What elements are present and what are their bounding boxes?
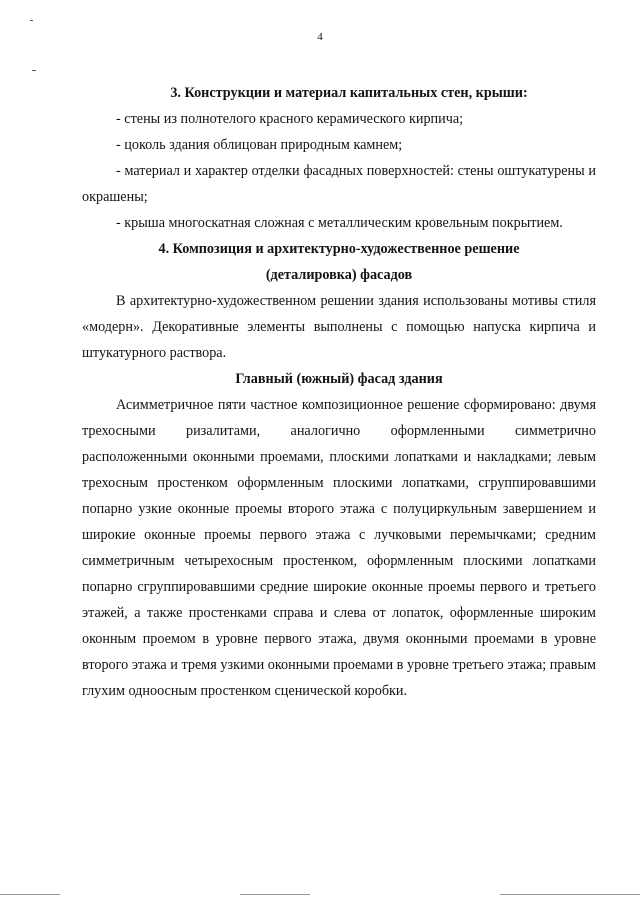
document-body (82, 80, 596, 704)
section-3-item-3: - материал и характер отделки фасадных поверхностей: стены оштукатурены и окрашены; (82, 163, 596, 205)
section-4-title-line-1: 4. Композиция и архитектурно-художественное решение (158, 241, 520, 257)
section-3-item-4: - крыша многоскатная сложная с металлическим кровельным покрытием. (116, 215, 563, 231)
section-4-title-line-2: (деталировка) фасадов (265, 267, 413, 283)
scan-bottom-line-center (240, 894, 310, 895)
section-3-item-2: - цоколь здания облицован природным камнем; (116, 137, 403, 153)
section-4-intro-paragraph: В архитектурно-художественном решении здания использованы мотивы стиля «модерн». Декоративные элементы выполнены с помощью напуска кирпича и штукатурного раствора. (82, 293, 596, 361)
facade-subheading: Главный (южный) фасад здания (235, 371, 443, 387)
page-number: 4 (317, 31, 323, 43)
scan-bottom-line-left (0, 894, 60, 895)
section-3-title: 3. Конструкции и материал капитальных стен, крыши: (170, 85, 528, 101)
section-3-item-1: - стены из полнотелого красного керамического кирпича; (116, 111, 464, 127)
scan-bottom-line-right (500, 894, 640, 895)
scan-corner-marks (30, 10, 38, 80)
facade-description-paragraph: Асимметричное пяти частное композиционное решение сформировано: двумя трехосными ризалитами, аналогично оформленными симметрично расположенными оконными проемами, плоскими лопатками и накладками; левым трехосным простенком оформленным плоскими лопатками, сгруппировавшими попарно узкие оконные проемы второго этажа с полуциркульным завершением и широкие оконные проемы первого этажа с лучковыми перемычками; средним симметричным четырехосным простенком, оформленным плоскими лопатками попарно сгруппировавшими средние широкие оконные проемы первого и третьего этажей, а также простенками справа и слева от лопаток, оформленные широким оконным проемом в уровне первого этажа, двумя оконными проемами в уровне второго этажа и тремя узкими оконными проемами в уровне третьего этажа; правым глухим одноосным простенком сценической коробки. (82, 397, 596, 699)
